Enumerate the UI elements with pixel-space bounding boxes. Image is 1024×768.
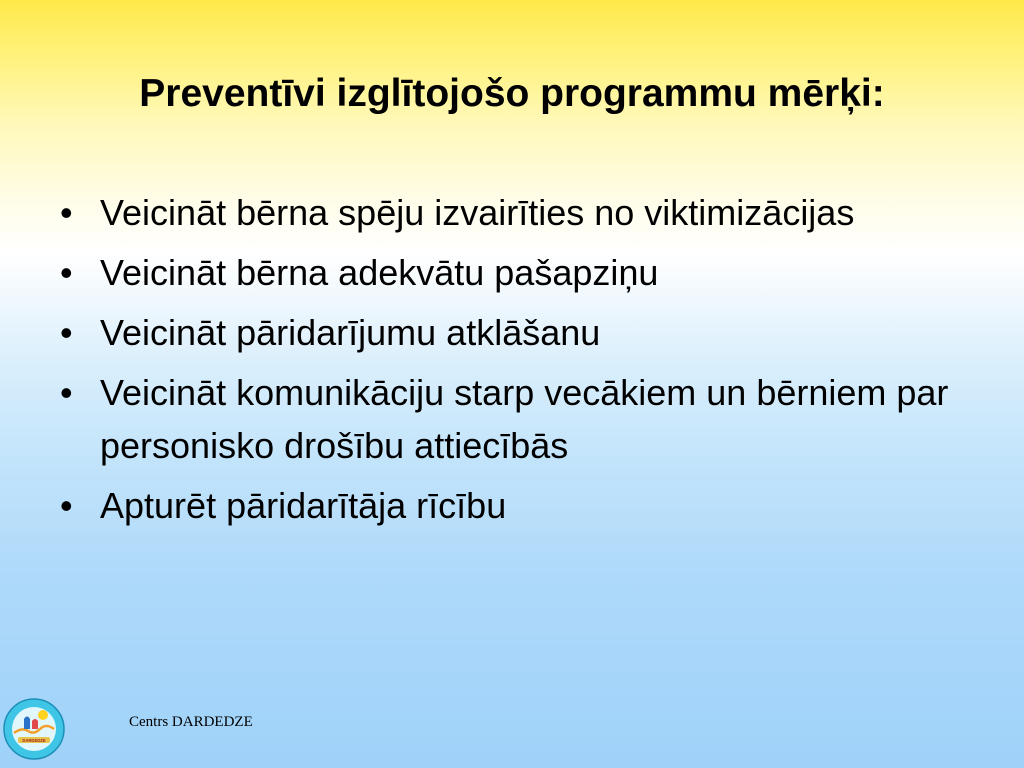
bullet-item (58, 246, 978, 299)
bullet-item (58, 366, 978, 472)
bullet-item (58, 186, 978, 239)
bullet-dot: • (60, 312, 73, 353)
slide-title: Preventīvi izglītojošo programmu mērķi: (139, 72, 885, 115)
footer-org-name: Centrs DARDEDZE (129, 714, 253, 730)
bullet-dot: • (60, 372, 73, 413)
bullet-dot: • (60, 192, 73, 233)
bullet-item (58, 306, 978, 359)
bullet-text: Veicināt komunikāciju starp vecākiem un bērniem par personisko drošību attiecībās (100, 372, 949, 466)
bullet-list (58, 186, 978, 539)
bullet-dot: • (60, 252, 73, 293)
bullet-text: Apturēt pāridarītāja rīcību (100, 485, 507, 526)
bullet-text: Veicināt pāridarījumu atklāšanu (100, 312, 601, 353)
bullet-text: Veicināt bērna adekvātu pašapziņu (100, 252, 659, 293)
bullet-item (58, 479, 978, 532)
bullet-dot: • (60, 485, 73, 526)
logo-text: DARDEDZE (22, 738, 46, 743)
bullet-text: Veicināt bērna spēju izvairīties no viktimizācijas (100, 192, 855, 233)
dardedze-logo-icon (2, 697, 66, 761)
